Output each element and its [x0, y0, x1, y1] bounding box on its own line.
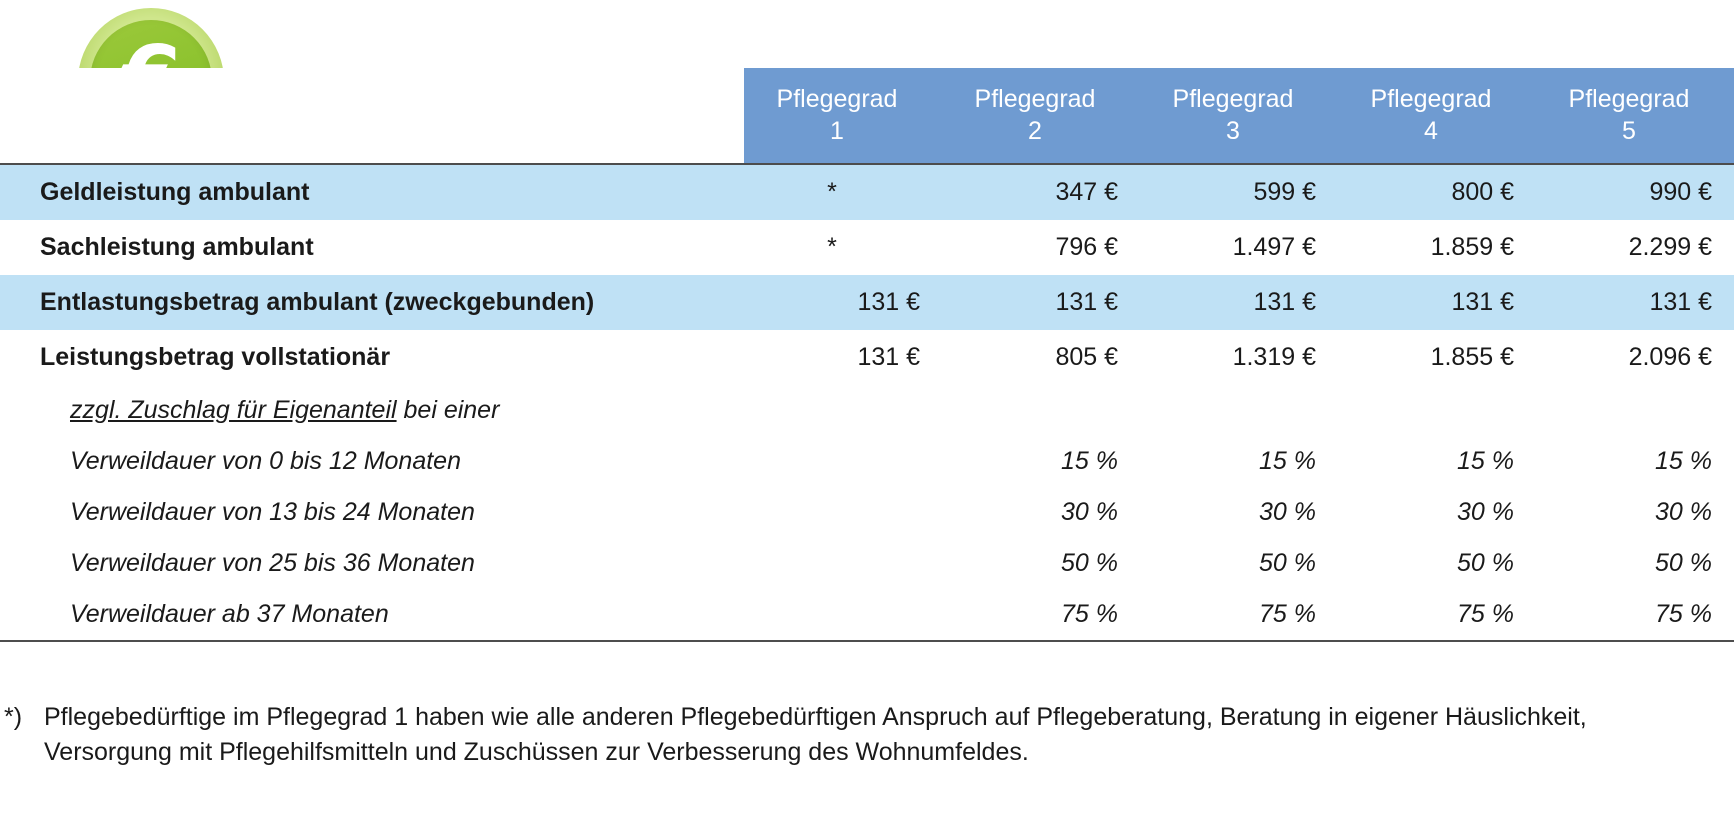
cell-verweildauer-25-36-pg1	[744, 538, 942, 589]
cell-entlastungsbetrag-pg4: 131 €	[1338, 275, 1536, 330]
cell-verweildauer-0-12-pg3: 15 %	[1140, 436, 1338, 487]
surcharge-intro-row	[0, 385, 1734, 436]
footnote-marker: *)	[4, 703, 23, 731]
row-label-verweildauer-ab-37: Verweildauer ab 37 Monaten	[0, 589, 744, 641]
footnote	[4, 700, 1664, 769]
cell-sachleistung-pg3: 1.497 €	[1140, 220, 1338, 275]
table-row	[0, 220, 1734, 275]
cell-verweildauer-25-36-pg4: 50 %	[1338, 538, 1536, 589]
column-header-pflegegrad-5	[1536, 68, 1734, 164]
column-header-pflegegrad-4	[1338, 68, 1536, 164]
cell-sachleistung-pg1: *	[744, 220, 942, 275]
header-prefix: Pflegegrad	[1172, 84, 1294, 113]
cell-geldleistung-pg1: *	[744, 164, 942, 220]
cell-verweildauer-0-12-pg2: 15 %	[942, 436, 1140, 487]
row-label-verweildauer-0-12: Verweildauer von 0 bis 12 Monaten	[0, 436, 744, 487]
surcharge-intro-pg4	[1338, 385, 1536, 436]
cell-verweildauer-ab-37-pg1	[744, 589, 942, 641]
cell-verweildauer-ab-37-pg3: 75 %	[1140, 589, 1338, 641]
cell-verweildauer-ab-37-pg2: 75 %	[942, 589, 1140, 641]
cell-verweildauer-13-24-pg5: 30 %	[1536, 487, 1734, 538]
cell-leistungsbetrag-pg5: 2.096 €	[1536, 330, 1734, 385]
table-header	[0, 68, 1734, 164]
cell-leistungsbetrag-pg3: 1.319 €	[1140, 330, 1338, 385]
cell-verweildauer-25-36-pg2: 50 %	[942, 538, 1140, 589]
cell-verweildauer-13-24-pg4: 30 %	[1338, 487, 1536, 538]
cell-geldleistung-pg3: 599 €	[1140, 164, 1338, 220]
cell-verweildauer-0-12-pg4: 15 %	[1338, 436, 1536, 487]
header-level: 3	[1226, 116, 1240, 145]
table-row	[0, 436, 1734, 487]
cell-entlastungsbetrag-pg5: 131 €	[1536, 275, 1734, 330]
table-row	[0, 330, 1734, 385]
cell-entlastungsbetrag-pg2: 131 €	[942, 275, 1140, 330]
header-prefix: Pflegegrad	[776, 84, 898, 113]
care-levels-table	[0, 68, 1734, 642]
care-levels-table-wrapper	[0, 68, 1734, 642]
header-prefix: Pflegegrad	[974, 84, 1096, 113]
column-header-pflegegrad-3	[1140, 68, 1338, 164]
cell-geldleistung-pg2: 347 €	[942, 164, 1140, 220]
cell-verweildauer-ab-37-pg5: 75 %	[1536, 589, 1734, 641]
header-level: 1	[830, 116, 844, 145]
footnote-text: Pflegebedürftige im Pflegegrad 1 haben wie alle anderen Pflegebedürftigen Anspruch auf Pflegeberatung, Beratung in eigener Häuslichkeit, Versorgung mit Pflegehilfsmitteln und Zuschüssen zur Verbesserung des Wohnumfeldes.	[44, 703, 1587, 766]
cell-verweildauer-25-36-pg5: 50 %	[1536, 538, 1734, 589]
cell-sachleistung-pg4: 1.859 €	[1338, 220, 1536, 275]
cell-verweildauer-13-24-pg1	[744, 487, 942, 538]
table-row	[0, 538, 1734, 589]
cell-geldleistung-pg4: 800 €	[1338, 164, 1536, 220]
row-label-verweildauer-25-36: Verweildauer von 25 bis 36 Monaten	[0, 538, 744, 589]
cell-verweildauer-0-12-pg5: 15 %	[1536, 436, 1734, 487]
table-body	[0, 164, 1734, 641]
cell-leistungsbetrag-pg4: 1.855 €	[1338, 330, 1536, 385]
row-label-verweildauer-13-24: Verweildauer von 13 bis 24 Monaten	[0, 487, 744, 538]
column-header-pflegegrad-2	[942, 68, 1140, 164]
surcharge-intro-pg2	[942, 385, 1140, 436]
row-label-sachleistung-ambulant: Sachleistung ambulant	[0, 220, 744, 275]
cell-sachleistung-pg5: 2.299 €	[1536, 220, 1734, 275]
header-level: 5	[1622, 116, 1636, 145]
surcharge-intro-underlined: zzgl. Zuschlag für Eigenanteil	[70, 396, 397, 424]
cell-entlastungsbetrag-pg3: 131 €	[1140, 275, 1338, 330]
row-label-leistungsbetrag-vollstationaer: Leistungsbetrag vollstationär	[0, 330, 744, 385]
row-label-entlastungsbetrag-ambulant: Entlastungsbetrag ambulant (zweckgebunden)	[0, 275, 744, 330]
column-header-pflegegrad-1	[744, 68, 942, 164]
header-empty-corner	[0, 68, 744, 164]
table-header-row	[0, 68, 1734, 164]
row-label-geldleistung-ambulant: Geldleistung ambulant	[0, 164, 744, 220]
cell-leistungsbetrag-pg1: 131 €	[744, 330, 942, 385]
table-row	[0, 275, 1734, 330]
cell-verweildauer-25-36-pg3: 50 %	[1140, 538, 1338, 589]
surcharge-intro-pg1	[744, 385, 942, 436]
cell-sachleistung-pg2: 796 €	[942, 220, 1140, 275]
cell-verweildauer-13-24-pg2: 30 %	[942, 487, 1140, 538]
surcharge-intro	[0, 385, 744, 436]
surcharge-intro-rest: bei einer	[396, 396, 500, 424]
cell-verweildauer-13-24-pg3: 30 %	[1140, 487, 1338, 538]
cell-geldleistung-pg5: 990 €	[1536, 164, 1734, 220]
surcharge-intro-pg5	[1536, 385, 1734, 436]
cell-verweildauer-0-12-pg1	[744, 436, 942, 487]
header-level: 2	[1028, 116, 1042, 145]
cell-leistungsbetrag-pg2: 805 €	[942, 330, 1140, 385]
table-row	[0, 164, 1734, 220]
cell-verweildauer-ab-37-pg4: 75 %	[1338, 589, 1536, 641]
table-row	[0, 487, 1734, 538]
header-prefix: Pflegegrad	[1568, 84, 1690, 113]
header-prefix: Pflegegrad	[1370, 84, 1492, 113]
table-row	[0, 589, 1734, 641]
header-level: 4	[1424, 116, 1438, 145]
surcharge-intro-pg3	[1140, 385, 1338, 436]
cell-entlastungsbetrag-pg1: 131 €	[744, 275, 942, 330]
